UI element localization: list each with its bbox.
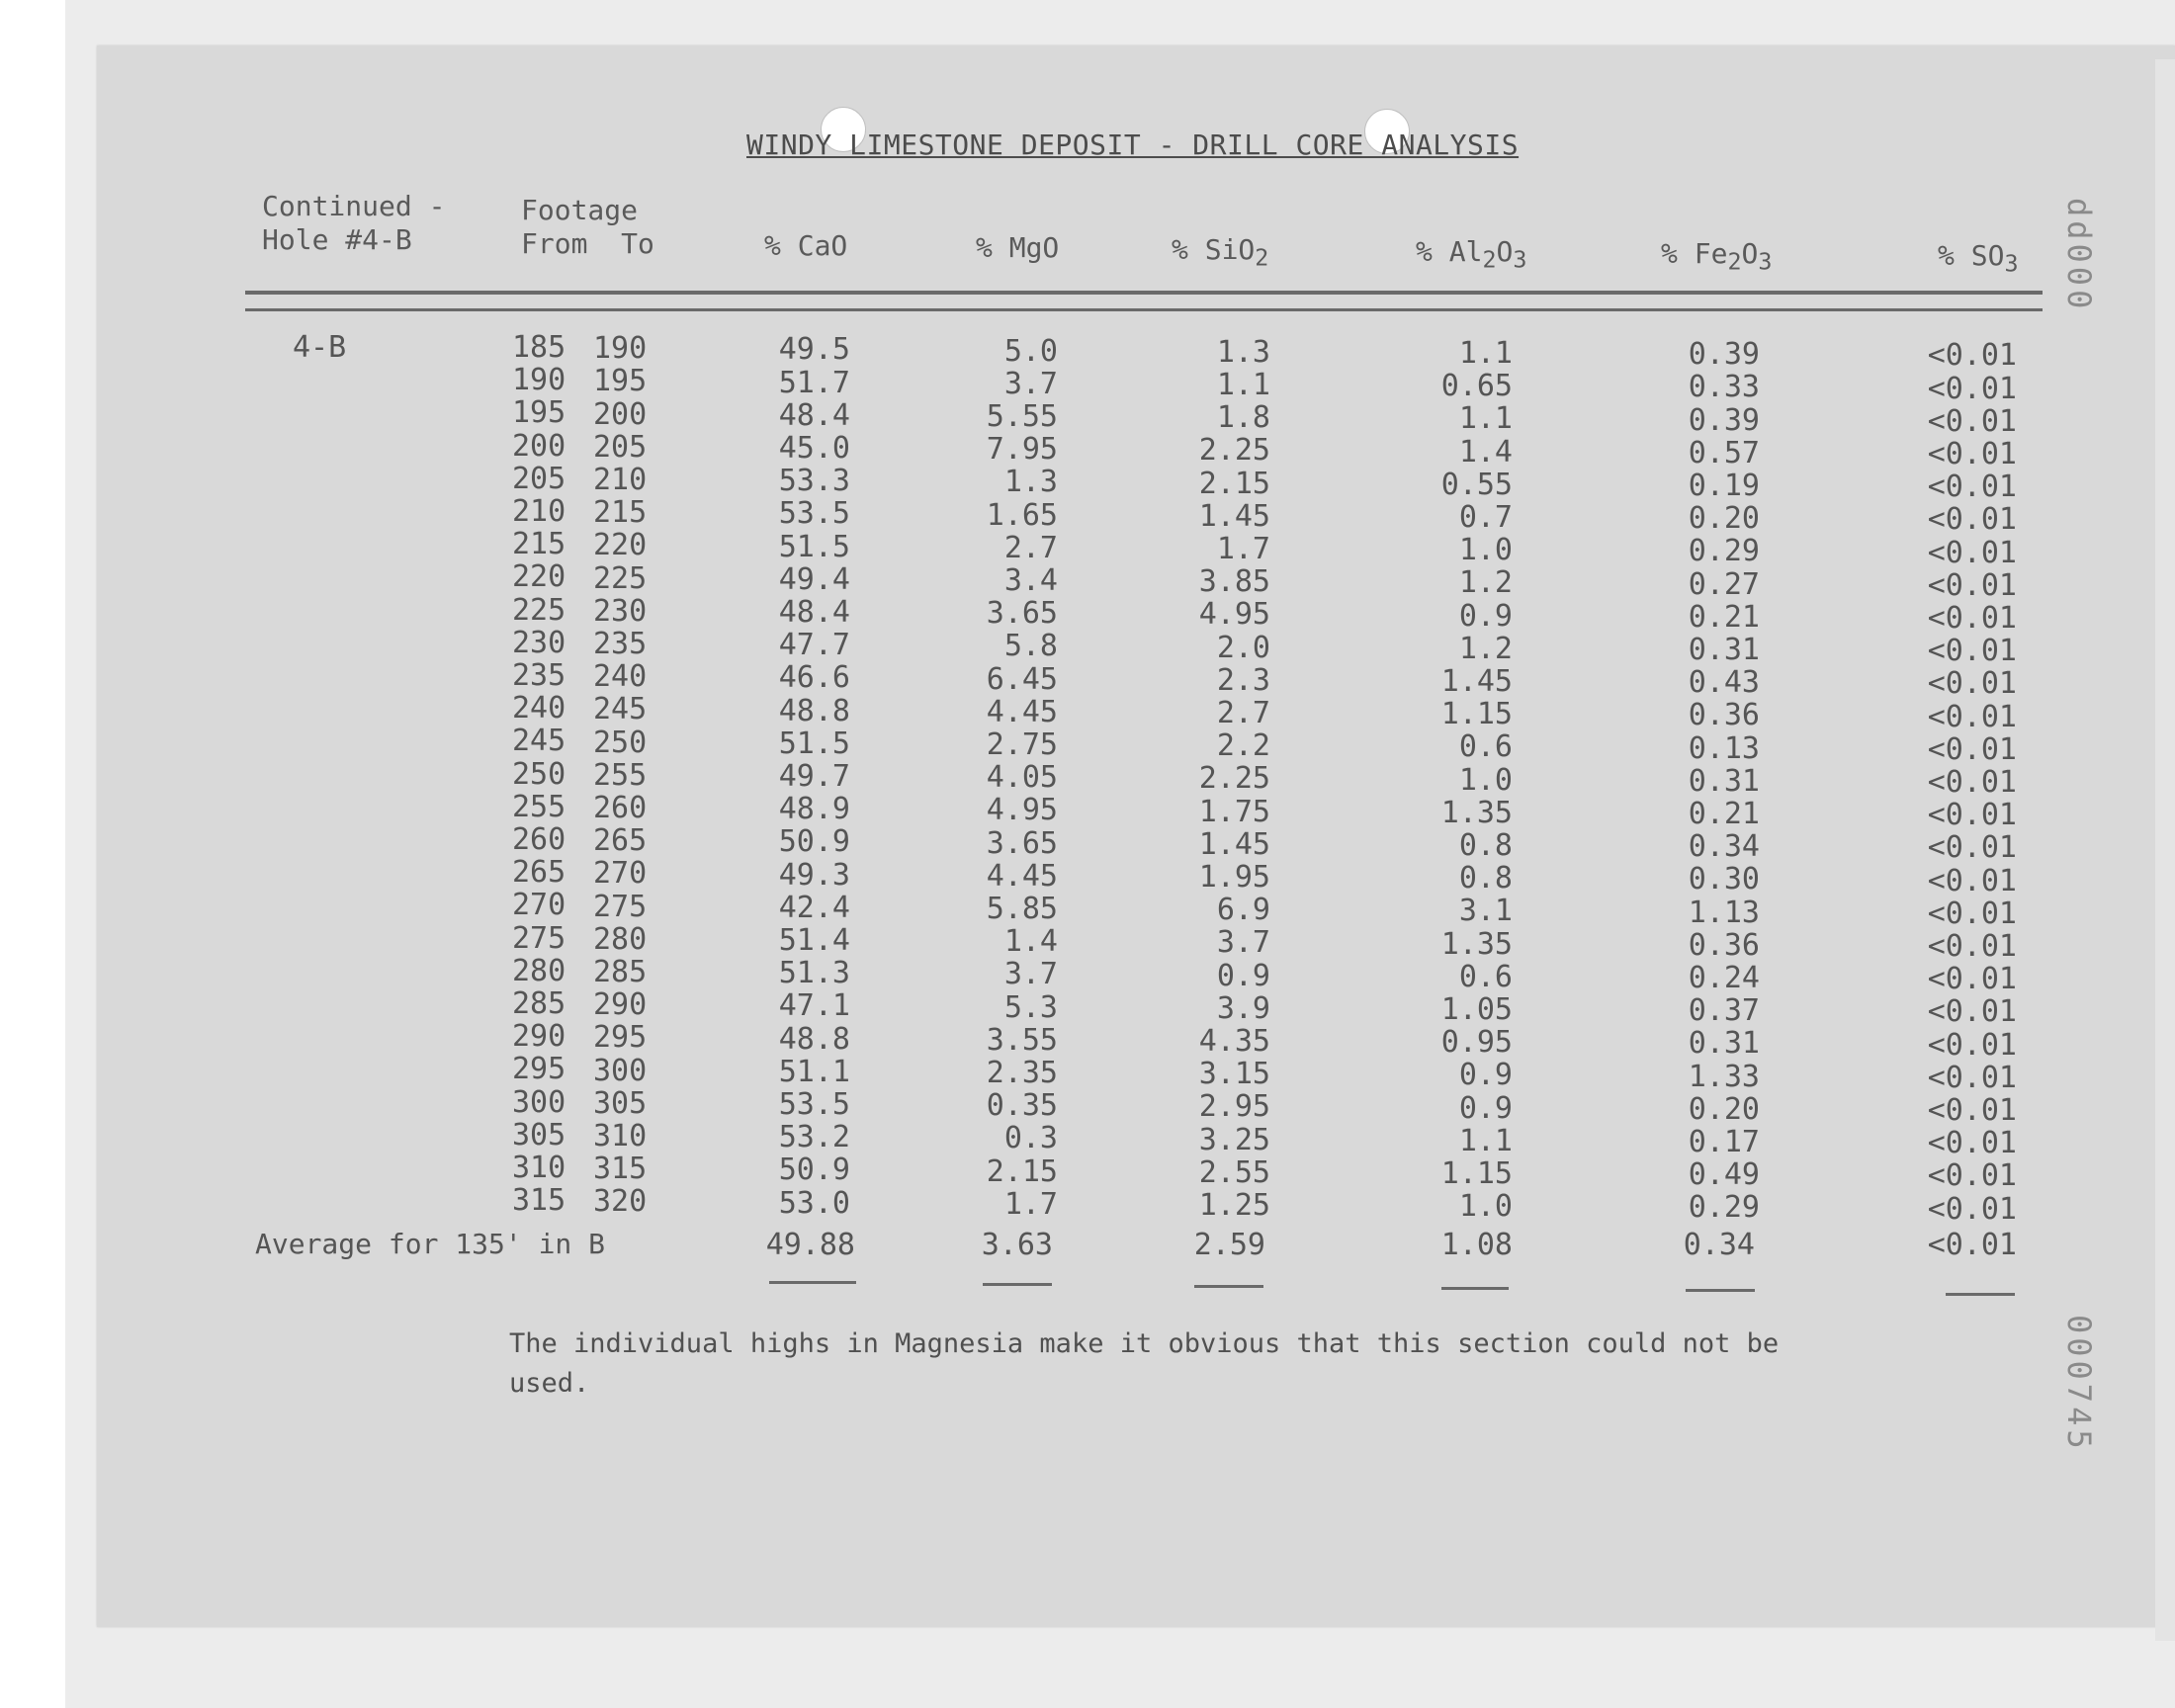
col-header-so3 (1938, 239, 2018, 281)
row-23-al2o3: 0.9 (1458, 1090, 1513, 1126)
row-26-so3: <0.01 (1927, 1191, 2017, 1227)
row-10-from: 235 (512, 658, 566, 693)
row-15-to: 265 (593, 823, 648, 859)
row-1-so3: <0.01 (1927, 371, 2017, 406)
row-11-fe2o3: 0.36 (1688, 698, 1760, 733)
row-3-al2o3: 1.4 (1458, 434, 1513, 470)
row-13-to: 255 (593, 757, 648, 793)
row-16-from: 265 (512, 855, 566, 891)
row-21-to: 295 (593, 1020, 648, 1056)
so3-sub: 3 (2004, 249, 2019, 278)
row-9-fe2o3: 0.31 (1688, 633, 1760, 667)
row-9-al2o3: 1.2 (1458, 631, 1513, 666)
continued-label (262, 190, 445, 257)
row-5-al2o3: 0.7 (1458, 500, 1513, 535)
row-20-from: 285 (512, 986, 566, 1021)
average-cao: 49.88 (765, 1228, 855, 1262)
row-5-to: 215 (593, 495, 648, 531)
row-23-to: 305 (593, 1085, 648, 1121)
row-13-so3: <0.01 (1927, 765, 2017, 800)
row-12-al2o3: 0.6 (1458, 729, 1513, 765)
al2o3-sub2: 3 (1513, 245, 1527, 274)
average-underline-sio2 (1194, 1285, 1263, 1288)
row-9-to: 235 (593, 627, 648, 661)
fe2o3-mid: O (1741, 237, 1759, 270)
row-21-mgo: 3.55 (986, 1022, 1058, 1058)
row-22-mgo: 2.35 (986, 1056, 1058, 1090)
row-7-fe2o3: 0.27 (1688, 566, 1760, 602)
margin-stamp-bottom: 000745 (2060, 1315, 2098, 1453)
row-17-from: 270 (512, 888, 566, 923)
fe2o3-sub1: 2 (1727, 247, 1742, 276)
row-7-al2o3: 1.2 (1458, 565, 1513, 601)
row-4-from: 205 (512, 461, 566, 496)
row-20-al2o3: 1.05 (1440, 992, 1513, 1027)
row-19-to: 285 (593, 955, 648, 989)
row-22-so3: <0.01 (1927, 1060, 2017, 1095)
row-7-so3: <0.01 (1927, 567, 2017, 603)
row-17-mgo: 5.85 (986, 892, 1058, 926)
row-22-sio2: 3.15 (1198, 1057, 1270, 1092)
row-16-cao: 49.3 (778, 857, 850, 893)
row-12-sio2: 2.2 (1216, 728, 1270, 764)
row-22-to: 300 (593, 1053, 648, 1088)
row-5-sio2: 1.45 (1198, 498, 1270, 534)
row-6-to: 220 (593, 528, 648, 563)
row-14-to: 260 (593, 791, 648, 825)
row-4-to: 210 (593, 463, 648, 497)
col-header-mgo: % MgO (976, 231, 1060, 264)
page-edge (2155, 59, 2175, 1641)
average-underline-so3 (1946, 1293, 2015, 1296)
row-2-fe2o3: 0.39 (1688, 402, 1760, 438)
row-19-sio2: 0.9 (1216, 958, 1270, 993)
row-12-to: 250 (593, 725, 648, 760)
row-22-from: 295 (512, 1052, 566, 1087)
row-16-mgo: 4.45 (986, 858, 1058, 894)
col-header-al2o3 (1416, 235, 1526, 277)
row-2-al2o3: 1.1 (1458, 401, 1513, 437)
row-3-fe2o3: 0.57 (1688, 435, 1760, 470)
row-24-fe2o3: 0.17 (1688, 1125, 1760, 1159)
row-3-from: 200 (512, 428, 566, 464)
row-7-mgo: 3.4 (1003, 563, 1058, 598)
row-14-al2o3: 1.35 (1440, 795, 1513, 830)
row-7-from: 220 (512, 559, 566, 595)
al2o3-mid: O (1496, 235, 1514, 268)
row-15-from: 260 (512, 822, 566, 857)
row-12-from: 245 (512, 724, 566, 759)
average-underline-al2o3 (1441, 1287, 1509, 1290)
row-5-mgo: 1.65 (986, 497, 1058, 533)
row-18-mgo: 1.4 (1003, 924, 1058, 960)
row-3-to: 205 (593, 429, 648, 465)
row-20-fe2o3: 0.37 (1688, 993, 1760, 1029)
row-18-so3: <0.01 (1927, 929, 2017, 964)
row-8-cao: 48.4 (778, 595, 850, 630)
margin-stamp-top: dd000 (2060, 198, 2098, 313)
footage-header (521, 194, 654, 261)
row-25-cao: 50.9 (778, 1153, 850, 1188)
row-24-sio2: 3.25 (1198, 1122, 1270, 1157)
row-20-sio2: 3.9 (1216, 990, 1270, 1026)
row-0-so3: <0.01 (1927, 338, 2017, 374)
row-26-fe2o3: 0.29 (1688, 1190, 1760, 1226)
row-14-fe2o3: 0.21 (1688, 797, 1760, 831)
row-12-cao: 51.5 (778, 726, 850, 761)
row-20-so3: <0.01 (1927, 994, 2017, 1030)
row-22-cao: 51.1 (778, 1054, 850, 1089)
row-23-so3: <0.01 (1927, 1093, 2017, 1128)
hole-label: 4-B (293, 330, 347, 365)
row-9-sio2: 2.0 (1216, 630, 1270, 665)
row-13-from: 250 (512, 756, 566, 792)
row-16-to: 270 (593, 856, 648, 892)
row-11-mgo: 4.45 (986, 694, 1058, 729)
row-14-sio2: 1.75 (1198, 794, 1270, 829)
row-23-from: 300 (512, 1084, 566, 1120)
average-underline-mgo (983, 1283, 1052, 1286)
row-4-al2o3: 0.55 (1440, 467, 1513, 502)
row-19-al2o3: 0.6 (1458, 959, 1513, 994)
row-3-so3: <0.01 (1927, 437, 2017, 471)
row-2-so3: <0.01 (1927, 403, 2017, 439)
continued-line1: Continued - (262, 190, 446, 222)
row-10-mgo: 6.45 (986, 661, 1058, 697)
row-10-to: 240 (593, 659, 648, 695)
row-10-so3: <0.01 (1927, 666, 2017, 702)
row-1-cao: 51.7 (778, 365, 850, 400)
row-2-sio2: 1.8 (1216, 400, 1270, 436)
row-5-fe2o3: 0.20 (1688, 501, 1760, 537)
row-2-cao: 48.4 (778, 397, 850, 433)
row-26-mgo: 1.7 (1003, 1186, 1058, 1222)
row-15-so3: <0.01 (1927, 830, 2017, 866)
row-21-fe2o3: 0.31 (1688, 1026, 1760, 1062)
row-16-sio2: 1.95 (1198, 860, 1270, 895)
row-21-from: 290 (512, 1019, 566, 1055)
row-0-al2o3: 1.1 (1458, 336, 1513, 371)
so3-text: % SO (1938, 239, 2005, 272)
row-17-al2o3: 3.1 (1458, 894, 1513, 929)
row-4-sio2: 2.15 (1198, 466, 1270, 501)
col-header-sio2 (1172, 233, 1268, 275)
row-9-mgo: 5.8 (1003, 629, 1058, 664)
header-rule-top (245, 291, 2043, 295)
row-22-al2o3: 0.9 (1458, 1058, 1513, 1093)
row-19-mgo: 3.7 (1003, 957, 1058, 992)
row-10-al2o3: 1.45 (1440, 664, 1513, 699)
row-11-from: 240 (512, 691, 566, 726)
row-0-from: 185 (512, 330, 566, 365)
row-6-fe2o3: 0.29 (1688, 534, 1760, 569)
row-25-sio2: 2.55 (1198, 1154, 1270, 1190)
row-24-al2o3: 1.1 (1458, 1123, 1513, 1158)
row-21-so3: <0.01 (1927, 1027, 2017, 1063)
row-7-to: 225 (593, 560, 648, 596)
row-17-sio2: 6.9 (1216, 893, 1270, 928)
row-6-from: 215 (512, 527, 566, 562)
row-15-cao: 50.9 (778, 824, 850, 860)
row-25-al2o3: 1.15 (1440, 1156, 1513, 1191)
row-2-mgo: 5.55 (986, 399, 1058, 434)
row-1-to: 195 (593, 364, 648, 399)
row-2-to: 200 (593, 396, 648, 432)
row-9-from: 230 (512, 625, 566, 660)
row-6-so3: <0.01 (1927, 535, 2017, 570)
row-0-fe2o3: 0.39 (1688, 337, 1760, 373)
row-5-so3: <0.01 (1927, 502, 2017, 538)
row-25-so3: <0.01 (1927, 1158, 2017, 1194)
row-18-to: 280 (593, 921, 648, 957)
row-21-cao: 48.8 (778, 1021, 850, 1057)
row-26-to: 320 (593, 1184, 648, 1220)
sio2-sub: 2 (1255, 243, 1269, 272)
row-0-to: 190 (593, 331, 648, 367)
al2o3-sub1: 2 (1482, 245, 1497, 274)
row-20-to: 290 (593, 987, 648, 1023)
average-underline-fe2o3 (1686, 1289, 1755, 1292)
row-26-from: 315 (512, 1183, 566, 1219)
row-3-mgo: 7.95 (986, 432, 1058, 468)
row-18-cao: 51.4 (778, 923, 850, 958)
row-1-fe2o3: 0.33 (1688, 370, 1760, 405)
row-1-sio2: 1.1 (1216, 368, 1270, 402)
footage-line2: From To (521, 227, 654, 260)
row-10-fe2o3: 0.43 (1688, 665, 1760, 701)
row-17-to: 275 (593, 889, 648, 924)
row-26-cao: 53.0 (778, 1185, 850, 1221)
row-15-sio2: 1.45 (1198, 826, 1270, 862)
row-12-so3: <0.01 (1927, 731, 2017, 767)
row-14-mgo: 4.95 (986, 793, 1058, 828)
row-5-cao: 53.5 (778, 496, 850, 532)
row-17-so3: <0.01 (1927, 896, 2017, 931)
row-8-sio2: 4.95 (1198, 597, 1270, 633)
average-underline-cao (769, 1281, 856, 1284)
row-6-sio2: 1.7 (1216, 532, 1270, 566)
row-26-sio2: 1.25 (1198, 1188, 1270, 1223)
row-6-cao: 51.5 (778, 529, 850, 564)
row-8-so3: <0.01 (1927, 601, 2017, 636)
row-10-sio2: 2.3 (1216, 662, 1270, 698)
fe2o3-text: % Fe (1661, 237, 1728, 270)
sio2-text: % SiO (1172, 233, 1256, 266)
row-8-al2o3: 0.9 (1458, 598, 1513, 634)
row-15-al2o3: 0.8 (1458, 828, 1513, 863)
row-8-from: 225 (512, 592, 566, 628)
row-4-mgo: 1.3 (1003, 465, 1058, 500)
row-6-al2o3: 1.0 (1458, 533, 1513, 568)
document-title: WINDY LIMESTONE DEPOSIT - DRILL CORE ANALYSIS (746, 128, 1520, 161)
row-13-al2o3: 1.0 (1458, 762, 1513, 798)
row-12-mgo: 2.75 (986, 727, 1058, 762)
row-25-fe2o3: 0.49 (1688, 1157, 1760, 1193)
row-16-so3: <0.01 (1927, 863, 2017, 898)
average-fe2o3: 0.34 (1683, 1228, 1755, 1262)
row-9-cao: 47.7 (778, 628, 850, 663)
row-15-mgo: 3.65 (986, 825, 1058, 861)
row-21-sio2: 4.35 (1198, 1024, 1270, 1059)
row-10-cao: 46.6 (778, 660, 850, 696)
row-18-fe2o3: 0.36 (1688, 927, 1760, 963)
analysis-note: The individual highs in Magnesia make it obvious that this section could not be used. (509, 1328, 1780, 1399)
continued-line2: Hole #4-B (262, 223, 412, 256)
row-3-cao: 45.0 (778, 431, 850, 466)
row-24-cao: 53.2 (778, 1120, 850, 1155)
row-20-mgo: 5.3 (1003, 989, 1058, 1025)
average-label: Average for 135' in B (255, 1228, 606, 1260)
row-19-fe2o3: 0.24 (1688, 961, 1760, 995)
row-8-fe2o3: 0.21 (1688, 599, 1760, 635)
row-4-so3: <0.01 (1927, 470, 2017, 505)
row-3-sio2: 2.25 (1198, 433, 1270, 469)
row-13-cao: 49.7 (778, 759, 850, 794)
row-2-from: 195 (512, 395, 566, 431)
row-25-to: 315 (593, 1152, 648, 1187)
row-0-mgo: 5.0 (1003, 333, 1058, 369)
row-13-sio2: 2.25 (1198, 761, 1270, 797)
row-5-from: 210 (512, 494, 566, 529)
al2o3-text: % Al (1416, 235, 1483, 268)
row-18-from: 275 (512, 920, 566, 956)
row-19-cao: 51.3 (778, 956, 850, 991)
row-16-al2o3: 0.8 (1458, 861, 1513, 897)
row-23-mgo: 0.35 (986, 1088, 1058, 1124)
row-8-to: 230 (593, 593, 648, 629)
row-23-sio2: 2.95 (1198, 1089, 1270, 1125)
row-13-mgo: 4.05 (986, 760, 1058, 796)
row-17-cao: 42.4 (778, 890, 850, 925)
row-0-sio2: 1.3 (1216, 334, 1270, 370)
row-4-fe2o3: 0.19 (1688, 469, 1760, 503)
row-11-al2o3: 1.15 (1440, 697, 1513, 732)
row-26-al2o3: 1.0 (1458, 1189, 1513, 1225)
row-11-to: 245 (593, 692, 648, 727)
row-1-mgo: 3.7 (1003, 366, 1058, 401)
row-14-cao: 48.9 (778, 792, 850, 827)
row-19-so3: <0.01 (1927, 962, 2017, 997)
col-header-fe2o3 (1661, 237, 1772, 279)
row-16-fe2o3: 0.30 (1688, 862, 1760, 897)
row-4-cao: 53.3 (778, 464, 850, 499)
col-header-cao: % CaO (764, 229, 848, 262)
row-20-cao: 47.1 (778, 988, 850, 1024)
row-1-al2o3: 0.65 (1440, 369, 1513, 404)
row-18-sio2: 3.7 (1216, 925, 1270, 961)
row-11-sio2: 2.7 (1216, 696, 1270, 730)
average-al2o3: 1.08 (1440, 1228, 1513, 1262)
average-sio2: 2.59 (1193, 1228, 1265, 1262)
row-6-mgo: 2.7 (1003, 530, 1058, 565)
row-23-cao: 53.5 (778, 1087, 850, 1122)
row-17-fe2o3: 1.13 (1688, 895, 1760, 930)
row-8-mgo: 3.65 (986, 596, 1058, 632)
row-15-fe2o3: 0.34 (1688, 829, 1760, 865)
row-25-mgo: 2.15 (986, 1153, 1058, 1189)
fe2o3-sub2: 3 (1758, 247, 1773, 276)
row-14-from: 255 (512, 789, 566, 824)
row-25-from: 310 (512, 1151, 566, 1185)
row-22-fe2o3: 1.33 (1688, 1059, 1760, 1094)
row-7-sio2: 3.85 (1198, 564, 1270, 600)
average-so3: <0.01 (1927, 1228, 2017, 1262)
row-24-mgo: 0.3 (1003, 1121, 1058, 1156)
row-19-from: 280 (512, 953, 566, 988)
footage-line1: Footage (521, 194, 639, 226)
row-12-fe2o3: 0.13 (1688, 730, 1760, 766)
row-7-cao: 49.4 (778, 561, 850, 597)
row-1-from: 190 (512, 363, 566, 398)
row-13-fe2o3: 0.31 (1688, 763, 1760, 799)
row-24-so3: <0.01 (1927, 1126, 2017, 1161)
row-21-al2o3: 0.95 (1440, 1025, 1513, 1061)
row-14-so3: <0.01 (1927, 798, 2017, 833)
row-0-cao: 49.5 (778, 332, 850, 368)
row-11-so3: <0.01 (1927, 699, 2017, 734)
row-11-cao: 48.8 (778, 693, 850, 728)
row-9-so3: <0.01 (1927, 634, 2017, 669)
row-24-to: 310 (593, 1119, 648, 1153)
header-rule-bottom (245, 308, 2043, 311)
row-23-fe2o3: 0.20 (1688, 1091, 1760, 1127)
average-mgo: 3.63 (981, 1228, 1053, 1262)
row-18-al2o3: 1.35 (1440, 926, 1513, 962)
row-24-from: 305 (512, 1117, 566, 1153)
